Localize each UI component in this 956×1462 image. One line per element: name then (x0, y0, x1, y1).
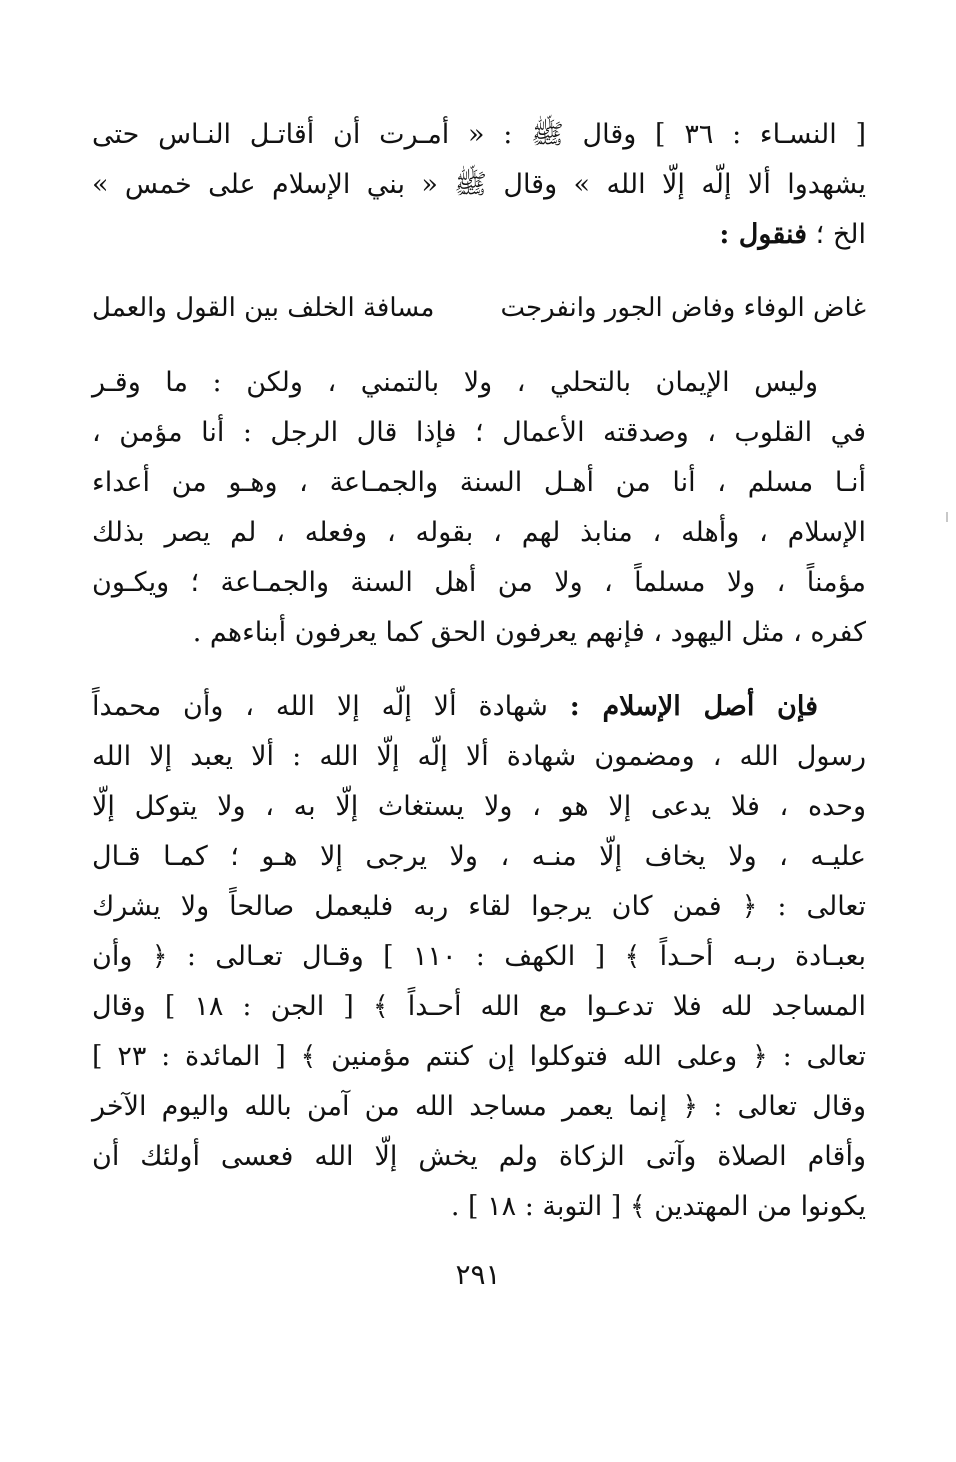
poem-hemistich-first: غاض الوفاء وفاض الجور وانفرجت (500, 293, 866, 323)
text-line: في القلوب ، وصدقته الأعمال ؛ فإذا قال الرجل : أنا مؤمن ، (92, 417, 866, 448)
page-number: ٢٩١ (455, 1258, 501, 1291)
intro-text (92, 110, 866, 260)
poem-verse (92, 283, 866, 333)
text-fragment: الخ ؛ (815, 219, 866, 250)
text-line: رسول الله ، ومضمون شهادة ألا إلّه إلّا الله : ألا يعبد إلا الله (92, 741, 866, 772)
text-line: أنـا مسلم ، أنا من أهـل السنة والجمـاعة ، وهـو من أعداء (92, 467, 866, 498)
text-line: وليس الإيمان بالتحلي ، ولا بالتمني ، ولكن : ما وقـر (92, 367, 818, 398)
text-line: كفره ، مثل اليهود ، فإنهم يعرفون الحق كما يعرفون أبناءهم . (192, 617, 866, 648)
text-line: المساجد لله فلا تدعـوا مع الله أحـداً ﴾ [ الجن : ١٨ ] وقال (92, 991, 866, 1022)
text-line: يكونوا من المهتدين ﴾ [ التوبة : ١٨ ] . (450, 1191, 866, 1222)
text-line: تعالى : ﴿ وعلى الله فتوكلوا إن كنتم مؤمنين ﴾ [ المائدة : ٢٣ ] (92, 1041, 866, 1072)
paragraph-faith (92, 358, 866, 658)
text-line: يشهدوا ألا إلّه إلّا الله » وقال ﷺ « بني الإسلام على خمس » (92, 169, 866, 200)
text-line (92, 210, 866, 260)
text-line: وأقام الصلاة وآتى الزكاة ولم يخش إلّا الله فعسى أولئك أن (92, 1141, 866, 1172)
text-line: عليـه ، ولا يخاف إلّا منـه ، ولا يرجى إلا هـو ؛ كمـا قـال (92, 841, 866, 872)
text-line (92, 682, 866, 732)
text-fragment: شهادة ألا إلّه إلا الله ، وأن محمداً (92, 691, 548, 722)
text-line: مؤمناً ، ولا مسلماً ، ولا من أهل السنة والجمـاعة ؛ ويكـون (92, 567, 866, 598)
text-line: الإسلام ، وأهله ، منابذ لهم ، بقوله ، وفعله ، لم يصر بذلك (92, 517, 866, 548)
text-line: بعبـادة ربـه أحـداً ﴾ [ الكهف : ١١٠ ] وقـال تعـالى : ﴿ وأن (92, 941, 866, 972)
bold-phrase: فنقول : (719, 219, 808, 250)
scan-edge-mark (946, 512, 948, 522)
bold-phrase: فإن أصل الإسلام : (569, 691, 818, 722)
poem-hemistich-second: مسافة الخلف بين القول والعمل (92, 293, 435, 323)
paragraph-islam-foundation (92, 682, 866, 1232)
text-line: [ النسـاء : ٣٦ ] وقال ﷺ : « أمـرت أن أقاتـل النـاس حتى (92, 119, 866, 150)
text-line: وقال تعالى : ﴿ إنما يعمر مساجد الله من آمن بالله واليوم الآخر (92, 1091, 866, 1122)
text-line: وحده ، فلا يدعى إلا هو ، ولا يستغاث إلّا به ، ولا يتوكل إلّا (92, 791, 866, 822)
text-line: تعالى : ﴿ فمن كان يرجوا لقاء ربه فليعمل صالحاً ولا يشرك (92, 891, 866, 922)
